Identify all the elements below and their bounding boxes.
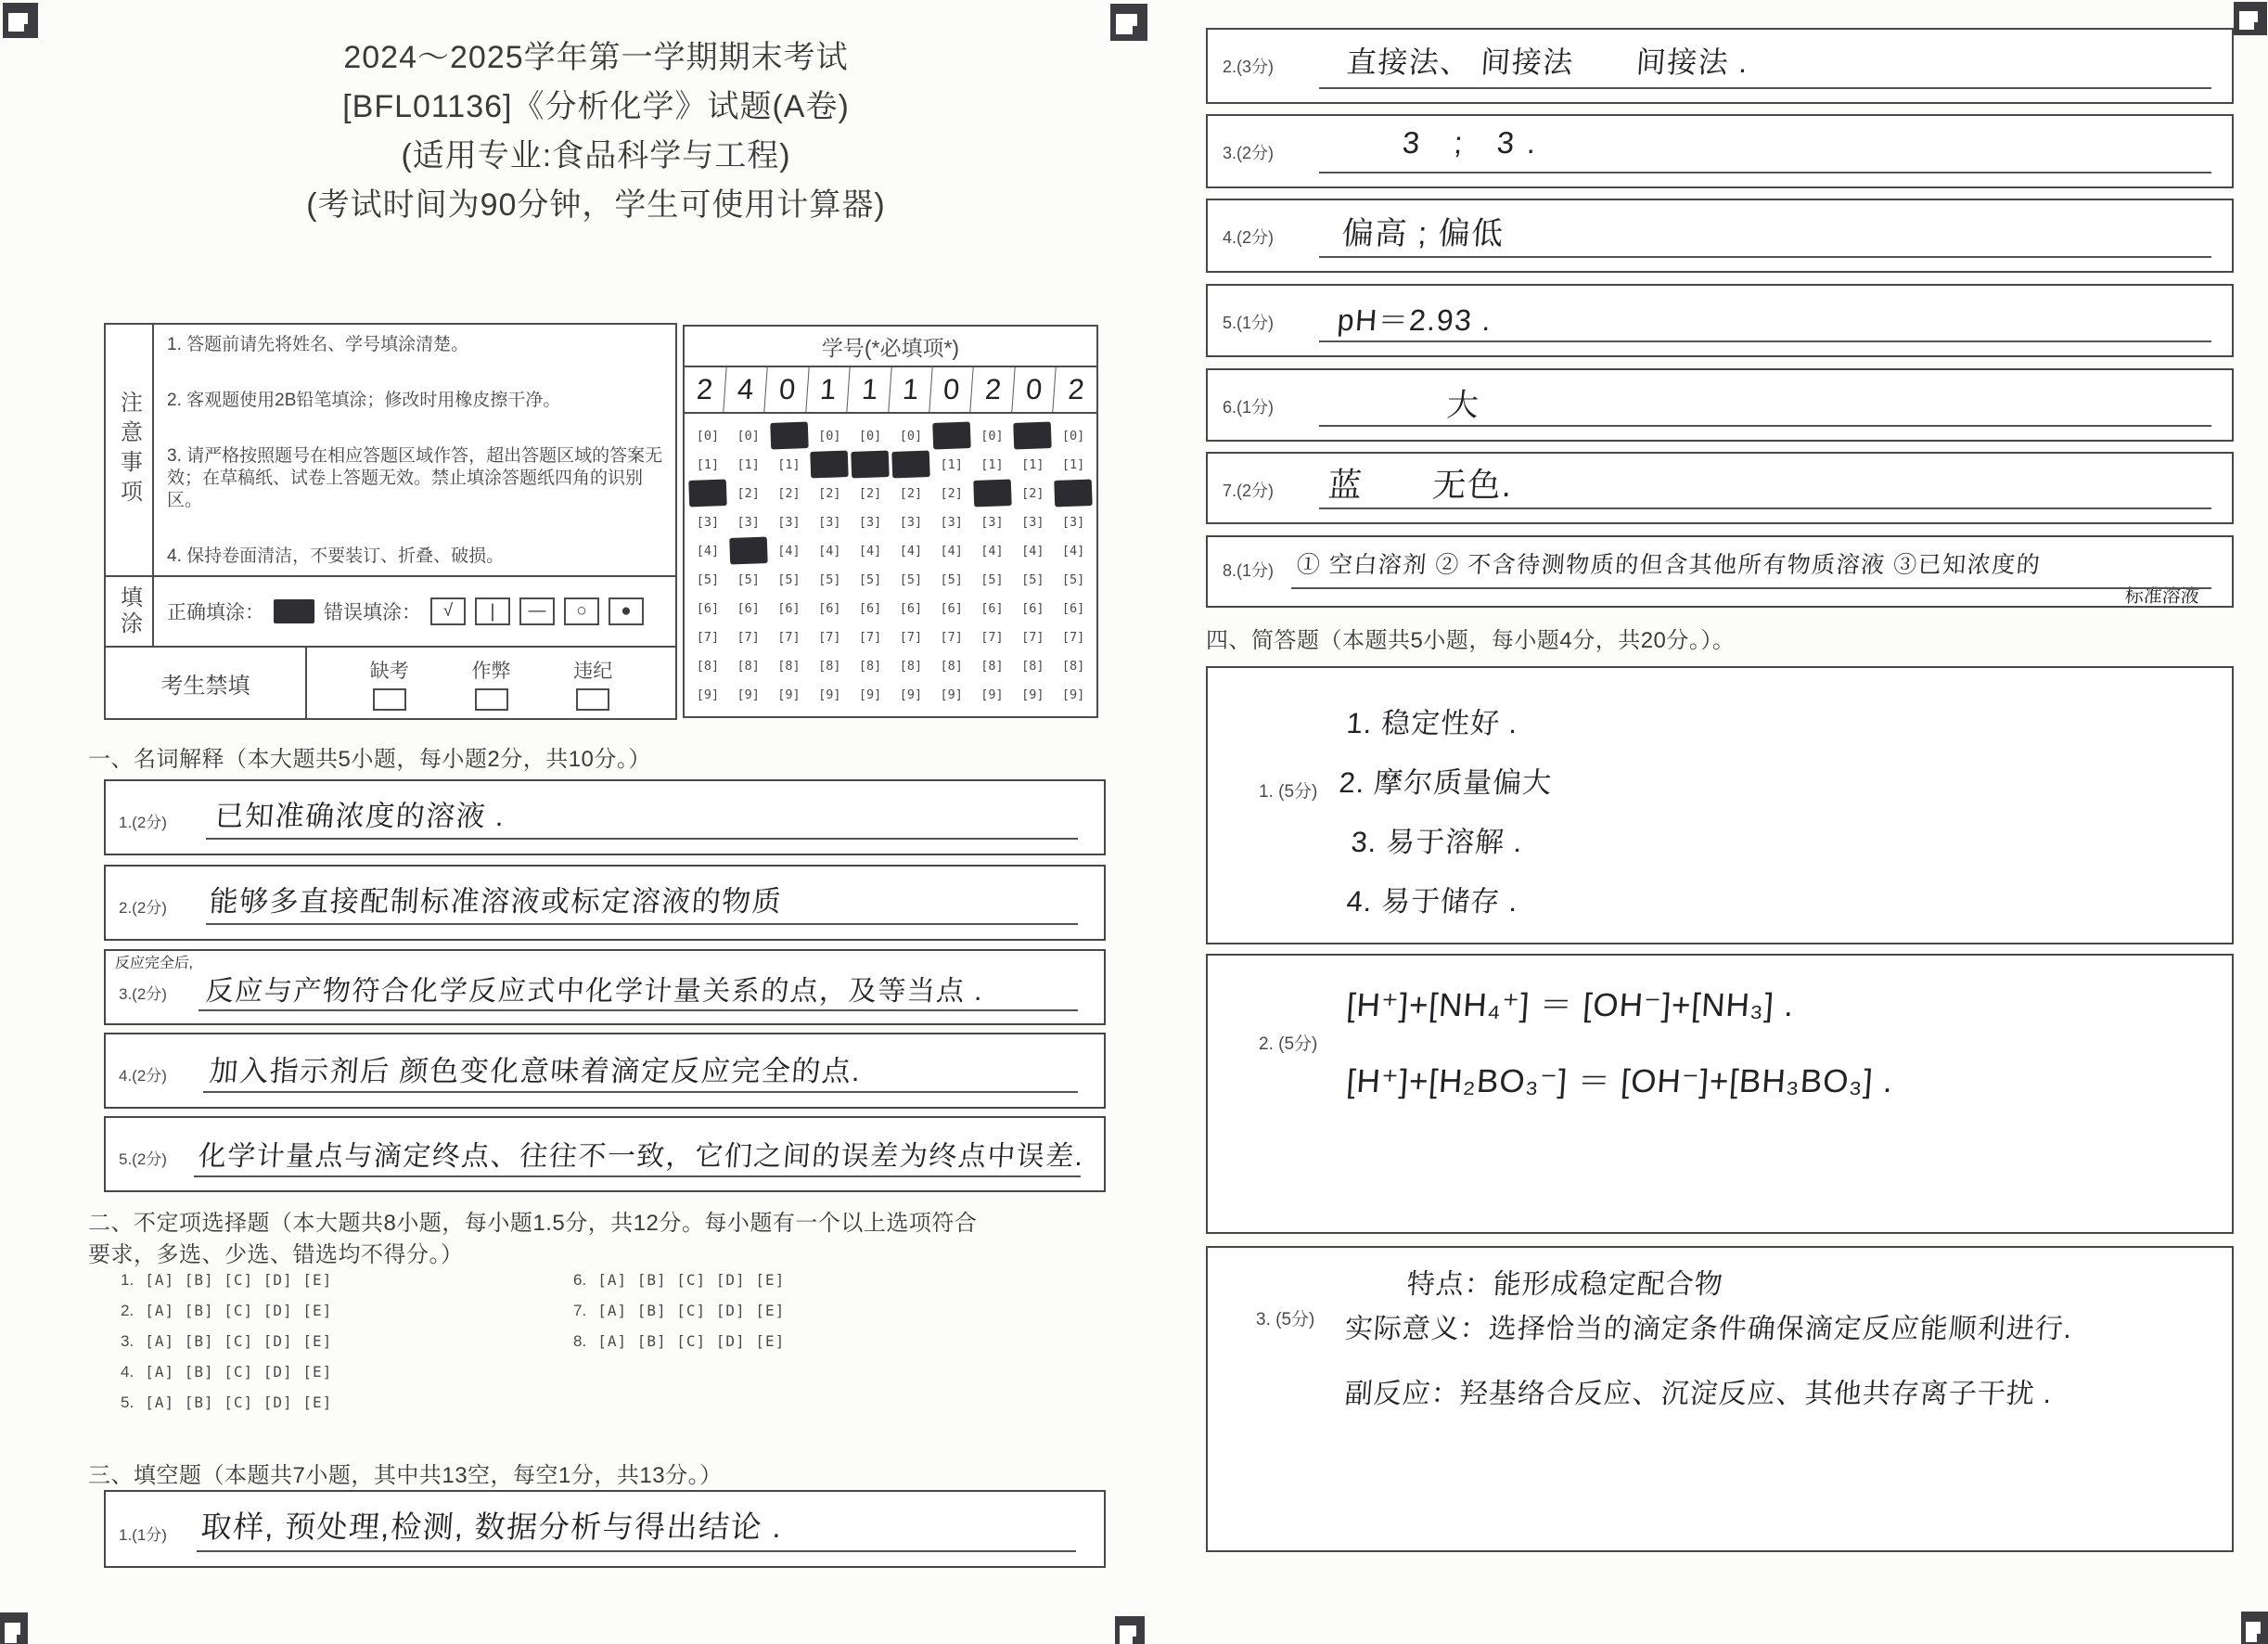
handwritten-answer: 蓝 无色.	[1326, 466, 1515, 504]
answer-box-s1-q5	[104, 1116, 1106, 1192]
choice-options: [A] [B] [C] [D] [E]	[145, 1271, 333, 1289]
sid-bubble: [4]	[696, 543, 720, 559]
section4-heading: 四、简答题（本题共5小题，每小题4分，共20分。）。	[1206, 628, 1736, 653]
question-label: 8.(1分)	[1223, 561, 1275, 580]
question-label: 2.(2分)	[119, 899, 167, 917]
choice-row-2: 2. [A] [B] [C] [D] [E]	[121, 1302, 333, 1319]
sid-bubble: [9]	[696, 687, 720, 702]
forbidden-option-cheat: 作弊	[472, 656, 511, 711]
question-label: 5.(1分)	[1223, 314, 1275, 332]
violation-checkbox	[576, 688, 609, 711]
sid-bubble: [1]	[696, 456, 720, 472]
sid-bubble: [3]	[696, 514, 720, 530]
answer-underline	[1319, 425, 2211, 427]
choice-row-7: 7. [A] [B] [C] [D] [E]	[573, 1302, 786, 1319]
answer-box-s3-q1	[104, 1490, 1106, 1568]
sid-bubble-filled: [0]	[1014, 422, 1052, 450]
exam-title-line1: 2024～2025学年第一学期期末考试	[343, 40, 849, 75]
handwritten-answer: 取样, 预处理,检测, 数据分析与得出结论 .	[199, 1509, 784, 1544]
handwritten-answer: ① 空白溶剂 ② 不含待测物质的但含其他所有物质溶液 ③已知浓度的	[1295, 552, 2043, 578]
sid-bubble: [2]	[940, 485, 963, 501]
notice-item-2: 2. 客观题使用2B铅笔填涂；修改时用橡皮擦干净。	[167, 391, 561, 410]
question-label: 4.(2分)	[119, 1067, 167, 1085]
sid-bubble: [4]	[980, 543, 1004, 559]
sid-bubble: [2]	[777, 485, 801, 501]
choice-row-6: 6. [A] [B] [C] [D] [E]	[573, 1271, 786, 1289]
handwritten-annotation: 反应完全后,	[114, 956, 194, 971]
sid-bubble: [0]	[980, 428, 1004, 443]
sid-bubble: [4]	[1021, 543, 1044, 559]
sid-bubble-filled: [2]	[688, 480, 726, 507]
forbidden-option-absent: 缺考	[370, 656, 409, 711]
sid-bubble: [7]	[818, 629, 841, 645]
sid-bubble: [3]	[858, 514, 882, 530]
choice-row-5: 5. [A] [B] [C] [D] [E]	[121, 1394, 333, 1411]
sid-bubble: [9]	[940, 687, 963, 702]
handwritten-answer: 反应与产物符合化学反应式中化学计量关系的点，及等当点 .	[204, 976, 985, 1007]
section1-heading: 一、名词解释（本大题共5小题，每小题2分，共10分。）	[88, 747, 651, 772]
handwritten-line: 副反应：羟基络合反应、沉淀反应、其他共存离子干扰 .	[1343, 1379, 2054, 1409]
sid-bubble: [9]	[818, 687, 841, 702]
sid-bubble: [2]	[737, 485, 760, 501]
sid-bubble: [9]	[737, 687, 760, 702]
wrong-fill-sample-dot: ●	[609, 597, 644, 625]
wrong-fill-sample-circle: ○	[564, 597, 599, 625]
answer-underline	[194, 1175, 1081, 1177]
sid-bubble: [3]	[1061, 514, 1085, 530]
sid-bubble-filled: [2]	[973, 480, 1011, 507]
correct-fill-sample	[274, 599, 314, 623]
handwritten-answer: 能够多直接配制标准溶液或标定溶液的物质	[208, 885, 784, 918]
sid-bubble: [5]	[1021, 572, 1044, 587]
wrong-fill-sample-check: √	[430, 597, 466, 625]
answer-underline	[197, 1550, 1076, 1552]
sid-bubble: [5]	[858, 572, 882, 587]
answer-box-fb-q7	[1206, 452, 2234, 524]
question-label: 1. (5分)	[1259, 782, 1318, 802]
notice-item-4: 4. 保持卷面清洁，不要装订、折叠、破损。	[167, 546, 505, 566]
answer-box-fb-q4	[1206, 199, 2234, 273]
sid-bubble: [6]	[899, 600, 923, 616]
answer-box-s1-q3	[104, 949, 1106, 1025]
sid-bubble: [1]	[980, 456, 1004, 472]
sid-bubble: [8]	[1021, 658, 1044, 674]
handwritten-answer: 大	[1445, 388, 1481, 423]
sid-handwritten-digit: 0	[930, 367, 975, 412]
sid-bubble-filled: [0]	[932, 422, 970, 450]
question-label: 3.(2分)	[1223, 144, 1275, 162]
sid-bubble: [6]	[858, 600, 882, 616]
handwritten-line: 2. 摩尔质量偏大	[1338, 766, 1554, 799]
corner-registration-marker-icon	[2234, 2, 2267, 35]
choice-row-1: 1. [A] [B] [C] [D] [E]	[121, 1271, 333, 1289]
handwritten-equation: [H⁺]+[NH₄⁺] ＝ [OH⁻]+[NH₃] .	[1345, 987, 1796, 1023]
fill-legend-label: 填涂	[106, 577, 154, 646]
sid-bubble-grid	[685, 414, 1096, 716]
handwritten-answer: 直接法、 间接法 间接法 .	[1345, 45, 1750, 79]
handwritten-answer: pH＝2.93 .	[1336, 303, 1493, 337]
choice-row-4: 4. [A] [B] [C] [D] [E]	[121, 1363, 333, 1381]
answer-underline	[199, 1009, 1078, 1011]
absent-checkbox	[373, 688, 406, 711]
sid-bubble: [3]	[980, 514, 1004, 530]
sid-bubble: [0]	[696, 428, 720, 443]
sid-bubble: [8]	[980, 658, 1004, 674]
student-id-panel	[683, 325, 1098, 718]
sid-bubble: [7]	[777, 629, 801, 645]
corner-registration-marker-icon	[0, 1612, 28, 1644]
answer-box-s4-q2	[1206, 954, 2234, 1234]
sid-bubble: [8]	[777, 658, 801, 674]
sid-bubble: [3]	[737, 514, 760, 530]
sid-bubble: [6]	[737, 600, 760, 616]
question-label: 3.(2分)	[119, 985, 167, 1003]
sid-handwritten-digit: 2	[971, 367, 1016, 412]
handwritten-answer: 已知准确浓度的溶液 .	[213, 800, 506, 832]
sid-bubble: [2]	[818, 485, 841, 501]
sid-handwritten-digit: 2	[1066, 373, 1085, 405]
sid-bubble: [8]	[696, 658, 720, 674]
handwritten-line: 实际意义：选择恰当的滴定条件确保滴定反应能顺利进行.	[1343, 1314, 2074, 1344]
handwritten-line: 4. 易于储存 .	[1345, 885, 1519, 918]
corner-registration-marker-icon	[1110, 4, 1147, 41]
sid-bubble: [4]	[777, 543, 801, 559]
sid-bubble: [6]	[696, 600, 720, 616]
sid-handwritten-digit: 4	[724, 367, 769, 412]
handwritten-line: 3. 易于溶解 .	[1350, 826, 1524, 858]
sid-handwritten-digit: 0	[1013, 367, 1057, 412]
student-id-title: 学号(*必填项*)	[685, 327, 1096, 367]
sid-bubble: [9]	[777, 687, 801, 702]
sid-bubble: [9]	[899, 687, 923, 702]
sid-bubble-filled: [0]	[770, 422, 808, 450]
sid-handwritten-digit: 2	[683, 367, 727, 412]
answer-box-fb-q8	[1206, 535, 2234, 608]
section3-heading: 三、填空题（本题共7小题，其中共13空，每空1分，共13分。）	[88, 1463, 723, 1488]
sid-bubble: [5]	[940, 572, 963, 587]
sid-bubble: [5]	[1061, 572, 1085, 587]
handwritten-equation: [H⁺]+[H₂BO₃⁻] ＝ [OH⁻]+[BH₃BO₃] .	[1345, 1063, 1895, 1099]
sid-bubble: [1]	[940, 456, 963, 472]
question-label: 3. (5分)	[1256, 1310, 1315, 1329]
choice-options: [A] [B] [C] [D] [E]	[145, 1394, 333, 1411]
answer-box-s4-q1	[1206, 666, 2234, 944]
sid-bubble: [0]	[818, 428, 841, 443]
question-label: 7.(2分)	[1223, 482, 1275, 500]
handwritten-answer: 化学计量点与滴定终点、往往不一致，它们之间的误差为终点中误差.	[197, 1141, 1085, 1172]
notice-item-1: 1. 答题前请先将姓名、学号填涂清楚。	[167, 335, 469, 354]
sid-bubble: [9]	[980, 687, 1004, 702]
sid-bubble-filled: [1]	[851, 451, 889, 479]
answer-underline	[203, 1091, 1078, 1093]
sid-bubble: [7]	[696, 629, 720, 645]
handwritten-line: 特点：能形成稳定配合物	[1405, 1269, 1724, 1300]
correct-fill-label: 正确填涂：	[167, 602, 264, 623]
notice-label: 注意事项	[106, 325, 154, 575]
sid-bubble: [3]	[777, 514, 801, 530]
sid-bubble: [7]	[1021, 629, 1044, 645]
wrong-fill-sample-bar: ❘	[475, 597, 510, 625]
sid-bubble: [7]	[980, 629, 1004, 645]
examinee-forbidden-label: 考生禁填	[106, 648, 307, 718]
handwritten-answer: 3 ; 3.	[1401, 125, 1550, 160]
sid-bubble: [1]	[1021, 456, 1044, 472]
answer-box-fb-q3	[1206, 114, 2234, 188]
exam-header	[88, 33, 1104, 230]
sid-bubble: [0]	[899, 428, 923, 443]
handwritten-answer-continued: 标准溶液	[2124, 586, 2200, 607]
sid-bubble: [6]	[940, 600, 963, 616]
sid-bubble: [2]	[1021, 485, 1044, 501]
sid-bubble: [6]	[1021, 600, 1044, 616]
sid-bubble: [0]	[737, 428, 760, 443]
sid-bubble: [4]	[940, 543, 963, 559]
sid-bubble: [0]	[1061, 428, 1085, 443]
sid-bubble: [8]	[899, 658, 923, 674]
question-label: 6.(1分)	[1223, 398, 1275, 417]
exam-title-line2: [BFL01136]《分析化学》试题(A卷)	[342, 89, 850, 124]
exam-title-line4: (考试时间为90分钟，学生可使用计算器)	[306, 187, 886, 223]
sid-digits-row	[685, 367, 1096, 414]
answer-box-s1-q2	[104, 865, 1106, 941]
sid-bubble: [4]	[818, 543, 841, 559]
question-label: 2.(3分)	[1223, 58, 1275, 76]
sid-bubble: [7]	[858, 629, 882, 645]
answer-underline	[1319, 507, 2211, 509]
answer-underline	[1319, 340, 2211, 342]
sid-bubble: [8]	[858, 658, 882, 674]
sid-bubble-filled: [1]	[811, 451, 849, 479]
sid-bubble: [8]	[940, 658, 963, 674]
sid-bubble: [1]	[737, 456, 760, 472]
answer-underline	[206, 923, 1078, 925]
choice-row-3: 3. [A] [B] [C] [D] [E]	[121, 1332, 333, 1350]
choice-options: [A] [B] [C] [D] [E]	[597, 1271, 786, 1289]
choice-options: [A] [B] [C] [D] [E]	[145, 1332, 333, 1350]
answer-box-s1-q4	[104, 1033, 1106, 1109]
section2-heading-line1: 二、不定项选择题（本大题共8小题，每小题1.5分，共12分。每小题有一个以上选项符合	[88, 1211, 978, 1236]
choice-options: [A] [B] [C] [D] [E]	[145, 1363, 333, 1381]
sid-bubble: [7]	[737, 629, 760, 645]
exam-title-line3: (适用专业:食品科学与工程)	[401, 138, 791, 173]
sid-bubble: [8]	[737, 658, 760, 674]
wrong-fill-sample-dash: —	[519, 597, 555, 625]
corner-registration-marker-icon	[1115, 1616, 1145, 1644]
sid-bubble: [7]	[940, 629, 963, 645]
wrong-fill-label: 错误填涂：	[324, 602, 421, 623]
sid-bubble: [9]	[858, 687, 882, 702]
answer-underline	[1319, 87, 2211, 89]
answer-underline	[1319, 256, 2211, 258]
answer-box-fb-q5	[1206, 284, 2234, 357]
answer-underline	[1291, 587, 2211, 589]
answer-box-s4-q3	[1206, 1246, 2234, 1552]
sid-bubble: [5]	[899, 572, 923, 587]
sid-bubble: [6]	[777, 600, 801, 616]
sid-bubble: [3]	[1021, 514, 1044, 530]
sid-handwritten-digit: 0	[765, 367, 810, 412]
corner-registration-marker-icon	[2241, 1612, 2268, 1644]
question-label: 5.(2分)	[119, 1150, 167, 1168]
sid-handwritten-digit: 1	[889, 367, 933, 412]
sid-bubble: [9]	[1061, 687, 1085, 702]
choice-options: [A] [B] [C] [D] [E]	[145, 1302, 333, 1319]
sid-bubble-filled: [4]	[729, 537, 767, 565]
answer-box-fb-q2	[1206, 28, 2234, 104]
question-label: 1.(1分)	[119, 1526, 167, 1544]
sid-bubble: [8]	[1061, 658, 1085, 674]
sid-bubble: [3]	[940, 514, 963, 530]
sid-bubble: [5]	[737, 572, 760, 587]
answer-underline	[1319, 172, 2211, 173]
question-label: 4.(2分)	[1223, 228, 1275, 247]
sid-bubble: [4]	[1061, 543, 1085, 559]
sid-bubble: [6]	[1061, 600, 1085, 616]
handwritten-line: 1. 稳定性好 .	[1345, 707, 1519, 739]
cheat-checkbox	[475, 688, 508, 711]
sid-bubble: [6]	[818, 600, 841, 616]
sid-bubble: [5]	[696, 572, 720, 587]
answer-box-fb-q6	[1206, 368, 2234, 442]
sid-bubble: [5]	[980, 572, 1004, 587]
sid-bubble: [5]	[777, 572, 801, 587]
question-label: 2. (5分)	[1259, 1034, 1318, 1054]
sid-bubble-filled: [2]	[1054, 480, 1092, 507]
sid-bubble: [3]	[818, 514, 841, 530]
forbidden-option-violation: 违纪	[573, 656, 612, 711]
notice-item-3: 3. 请严格按照题号在相应答题区域作答，超出答题区域的答案无效；在草稿纸、试卷上答题无效。禁止填涂答题纸四角的识别区。	[167, 446, 663, 510]
sid-bubble: [8]	[818, 658, 841, 674]
sid-handwritten-digit: 1	[807, 367, 852, 412]
sid-bubble-filled: [1]	[891, 451, 929, 479]
handwritten-answer: 偏高 ; 偏低	[1340, 216, 1506, 251]
question-label: 1.(2分)	[119, 814, 167, 831]
sid-bubble: [3]	[899, 514, 923, 530]
sid-bubble: [6]	[980, 600, 1004, 616]
sid-bubble: [0]	[858, 428, 882, 443]
sid-bubble: [1]	[1061, 456, 1085, 472]
handwritten-answer: 加入指示剂后 颜色变化意味着滴定反应完全的点.	[208, 1055, 863, 1087]
sid-handwritten-digit: 1	[848, 367, 892, 412]
choice-options: [A] [B] [C] [D] [E]	[597, 1332, 786, 1350]
sid-bubble: [9]	[1021, 687, 1044, 702]
section2-heading-line2: 要求，多选、少选、错选均不得分。）	[88, 1242, 464, 1267]
sid-bubble: [2]	[858, 485, 882, 501]
answer-underline	[206, 838, 1078, 840]
choice-row-8: 8. [A] [B] [C] [D] [E]	[573, 1332, 786, 1350]
notice-panel	[104, 323, 677, 720]
sid-bubble: [4]	[858, 543, 882, 559]
sid-bubble: [5]	[818, 572, 841, 587]
sid-bubble: [2]	[899, 485, 923, 501]
choice-options: [A] [B] [C] [D] [E]	[597, 1302, 786, 1319]
corner-registration-marker-icon	[3, 3, 38, 38]
sid-bubble: [1]	[777, 456, 801, 472]
sid-bubble: [7]	[1061, 629, 1085, 645]
sid-bubble: [4]	[899, 543, 923, 559]
answer-box-s1-q1	[104, 779, 1106, 855]
sid-bubble: [7]	[899, 629, 923, 645]
